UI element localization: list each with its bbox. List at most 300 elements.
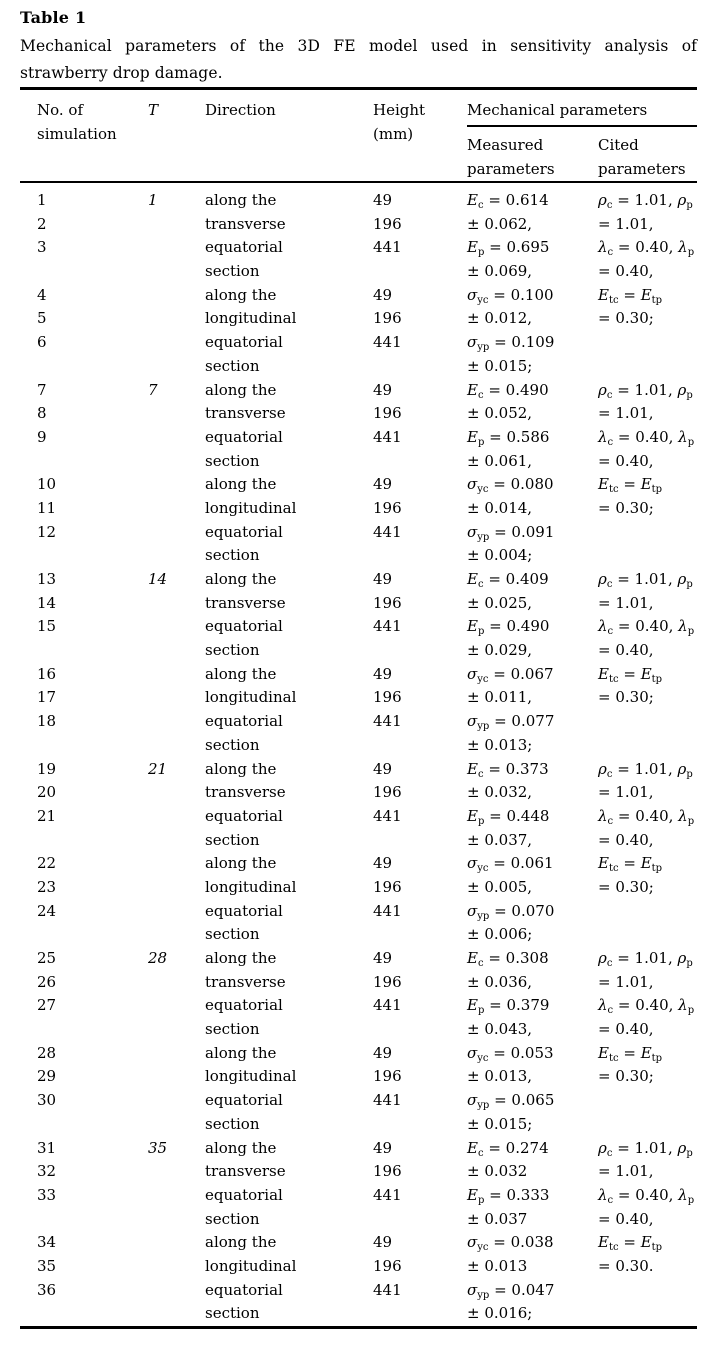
column-header-height-line1: Height xyxy=(373,100,426,119)
cell-t xyxy=(148,497,205,521)
column-header-height xyxy=(373,98,467,181)
math-symbol: E xyxy=(467,380,478,399)
math-symbol: E xyxy=(467,238,478,257)
cell-direction: along the xyxy=(205,664,277,683)
cell-direction: equatorial xyxy=(205,427,283,446)
cell-height: 49 xyxy=(373,664,393,683)
cell-height xyxy=(373,355,467,379)
math-text: = xyxy=(618,664,641,683)
math-text: ± 0.013, xyxy=(467,1067,533,1086)
table-row xyxy=(37,307,697,331)
math-text: = xyxy=(618,475,641,494)
math-subscript: c xyxy=(607,247,614,259)
math-text: = xyxy=(618,1043,641,1062)
table-row xyxy=(37,1255,697,1279)
cell-height xyxy=(373,1302,467,1326)
math-text: = 0.40, xyxy=(598,451,654,470)
cell-simulation-no xyxy=(37,639,148,663)
cell-measured xyxy=(467,544,598,568)
math-subscript: p xyxy=(686,1147,693,1159)
cell-direction: transverse xyxy=(205,214,286,233)
math-symbol: σ xyxy=(467,1280,478,1299)
cell-simulation-no: 18 xyxy=(37,712,57,731)
column-header-no-line1: No. of xyxy=(37,100,84,119)
math-subscript: p xyxy=(477,626,485,638)
math-text: ± 0.006; xyxy=(467,925,533,944)
math-subscript: yp xyxy=(477,531,490,543)
cell-simulation-no: 11 xyxy=(37,498,57,517)
table-row xyxy=(37,710,697,734)
cell-height xyxy=(373,923,467,947)
cell-measured xyxy=(467,971,598,995)
math-subscript: yp xyxy=(477,1100,490,1112)
math-subscript: c xyxy=(606,389,613,401)
math-text: = 0.077 xyxy=(489,712,555,731)
table-row xyxy=(37,805,697,829)
cell-simulation-no xyxy=(37,1113,148,1137)
math-text: ± 0.005, xyxy=(467,877,533,896)
math-text: ± 0.016; xyxy=(467,1304,533,1323)
cell-height: 441 xyxy=(373,712,402,731)
math-text: = 0.274 xyxy=(483,1138,549,1157)
math-subscript: c xyxy=(606,200,613,211)
cell-direction: equatorial xyxy=(205,522,283,541)
cell-height xyxy=(373,544,467,568)
cell-simulation-no: 5 xyxy=(37,309,47,328)
table-row xyxy=(37,1089,697,1113)
cell-cited xyxy=(598,355,697,379)
cell-simulation-no: 1 xyxy=(37,191,47,209)
cell-height: 196 xyxy=(373,688,402,707)
cell-simulation-no: 3 xyxy=(37,238,47,257)
math-text: = 1.01, xyxy=(598,593,654,612)
math-text: = 0.30; xyxy=(598,1067,654,1086)
table-row xyxy=(37,213,697,237)
column-header-no xyxy=(37,98,148,181)
cell-height xyxy=(373,260,467,284)
math-text: = 0.30; xyxy=(598,309,654,328)
math-symbol: λ xyxy=(678,806,688,825)
table-row xyxy=(37,923,697,947)
cell-height: 49 xyxy=(373,949,393,967)
cell-measured xyxy=(467,260,598,284)
math-text: = 0.070 xyxy=(489,901,555,920)
cell-height: 196 xyxy=(373,972,402,991)
cell-t xyxy=(148,307,205,331)
math-subscript: yp xyxy=(477,342,490,354)
table-body xyxy=(20,183,697,1326)
cell-t xyxy=(148,829,205,853)
math-text: = 0.067 xyxy=(488,664,554,683)
math-symbol: E xyxy=(640,1233,652,1252)
math-subscript: p xyxy=(687,1194,695,1206)
math-symbol: σ xyxy=(467,1091,478,1110)
cell-t xyxy=(148,1065,205,1089)
cell-height: 441 xyxy=(373,333,402,352)
cell-t: 21 xyxy=(148,759,168,778)
cell-simulation-no xyxy=(37,544,148,568)
column-header-measured-line1: Measured xyxy=(467,135,544,154)
cell-t xyxy=(148,450,205,474)
math-subscript: tp xyxy=(651,1242,663,1254)
math-symbol: ρ xyxy=(677,191,687,209)
math-symbol: ρ xyxy=(677,1138,687,1157)
math-subscript: c xyxy=(477,200,484,211)
math-symbol: λ xyxy=(678,996,688,1015)
cell-height: 196 xyxy=(373,1162,402,1181)
math-text: ± 0.036, xyxy=(467,972,533,991)
math-text: ± 0.029, xyxy=(467,641,533,660)
table-caption: Mechanical parameters of the 3D FE model used in sensitivity analysis of strawberry drop damage. xyxy=(20,37,697,82)
math-subscript: c xyxy=(607,436,614,448)
column-header-t: T xyxy=(148,100,159,119)
table-row xyxy=(37,994,697,1018)
cell-cited xyxy=(598,734,697,758)
cell-measured xyxy=(467,1255,598,1279)
table-row xyxy=(37,1065,697,1089)
cell-simulation-no: 25 xyxy=(37,949,57,967)
mechanical-subheaders xyxy=(467,133,697,181)
cell-measured xyxy=(467,829,598,853)
math-symbol: E xyxy=(467,570,478,588)
math-subscript: p xyxy=(686,389,693,401)
math-subscript: yc xyxy=(477,673,489,685)
column-header-cited-line1: Cited xyxy=(598,135,639,154)
math-symbol: ρ xyxy=(677,759,687,778)
cell-cited xyxy=(598,544,697,568)
table-row xyxy=(37,379,697,403)
cell-simulation-no: 35 xyxy=(37,1256,57,1275)
math-subscript: p xyxy=(477,436,485,448)
cell-direction: longitudinal xyxy=(205,1256,297,1275)
cell-t: 1 xyxy=(148,191,158,209)
cell-simulation-no: 20 xyxy=(37,783,57,802)
math-text: = xyxy=(618,854,641,873)
cell-simulation-no: 14 xyxy=(37,593,57,612)
math-subscript: yp xyxy=(477,910,490,922)
cell-t xyxy=(148,1208,205,1232)
math-text: = 0.30. xyxy=(598,1256,654,1275)
math-subscript: tp xyxy=(651,294,663,306)
math-text: = 0.409 xyxy=(483,570,549,588)
math-subscript: p xyxy=(477,815,485,827)
table-row xyxy=(37,781,697,805)
cell-measured xyxy=(467,1208,598,1232)
cell-simulation-no: 12 xyxy=(37,522,57,541)
math-symbol: σ xyxy=(467,522,478,541)
table-row xyxy=(37,1018,697,1042)
cell-cited xyxy=(598,639,697,663)
math-text: ± 0.015; xyxy=(467,356,533,375)
math-symbol: E xyxy=(467,1138,478,1157)
cell-cited xyxy=(598,1160,697,1184)
cell-direction: section xyxy=(205,451,260,470)
table-row xyxy=(37,450,697,474)
cell-height: 441 xyxy=(373,1091,402,1110)
math-text: = 1.01, xyxy=(612,380,678,399)
math-symbol: E xyxy=(467,949,478,967)
math-text: ± 0.013; xyxy=(467,735,533,754)
cell-cited xyxy=(598,592,697,616)
cell-simulation-no: 27 xyxy=(37,996,57,1015)
math-text: = 0.080 xyxy=(488,475,554,494)
table-row xyxy=(37,900,697,924)
table-row xyxy=(37,663,697,687)
math-symbol: λ xyxy=(678,617,688,636)
cell-height: 441 xyxy=(373,1185,402,1204)
cell-t xyxy=(148,544,205,568)
math-text: = 0.40, xyxy=(613,996,679,1015)
table-row xyxy=(37,734,697,758)
cell-simulation-no xyxy=(37,829,148,853)
cell-height: 49 xyxy=(373,759,393,778)
table-row xyxy=(37,1160,697,1184)
math-symbol: λ xyxy=(598,617,608,636)
cell-direction: longitudinal xyxy=(205,309,297,328)
cell-direction: longitudinal xyxy=(205,688,297,707)
cell-simulation-no xyxy=(37,1302,148,1326)
table-row xyxy=(37,1113,697,1137)
cell-direction: equatorial xyxy=(205,712,283,731)
math-symbol: σ xyxy=(467,712,478,731)
cell-direction: section xyxy=(205,1209,260,1228)
math-subscript: c xyxy=(477,389,484,401)
math-text: = 0.40, xyxy=(613,806,679,825)
math-symbol: λ xyxy=(678,1185,688,1204)
table-row xyxy=(37,189,697,213)
math-symbol: λ xyxy=(678,238,688,257)
math-subscript: c xyxy=(606,579,613,590)
math-subscript: p xyxy=(687,815,695,827)
cell-height: 49 xyxy=(373,570,393,588)
cell-simulation-no xyxy=(37,1208,148,1232)
math-subscript: p xyxy=(477,1005,485,1017)
cell-simulation-no: 29 xyxy=(37,1067,57,1086)
cell-simulation-no xyxy=(37,260,148,284)
math-text: = 0.379 xyxy=(484,996,550,1015)
table-row xyxy=(37,402,697,426)
math-symbol: E xyxy=(598,664,609,683)
table-header xyxy=(20,90,697,181)
cell-simulation-no: 31 xyxy=(37,1138,57,1157)
cell-height: 196 xyxy=(373,498,402,517)
math-symbol: E xyxy=(467,759,478,778)
cell-direction: along the xyxy=(205,475,277,494)
math-subscript: yc xyxy=(477,1242,489,1254)
math-subscript: yc xyxy=(477,484,489,496)
math-text: = 1.01, xyxy=(612,570,678,588)
cell-simulation-no xyxy=(37,734,148,758)
math-symbol: E xyxy=(467,617,478,636)
math-subscript: yc xyxy=(477,1052,489,1064)
table-row xyxy=(37,497,697,521)
table-bottom-rule xyxy=(20,1326,697,1329)
column-header-direction: Direction xyxy=(205,100,276,119)
table-row xyxy=(37,615,697,639)
cell-height: 49 xyxy=(373,1043,393,1062)
cell-height: 441 xyxy=(373,427,402,446)
cell-cited xyxy=(598,260,697,284)
cell-direction: along the xyxy=(205,285,277,304)
cell-direction: equatorial xyxy=(205,1280,283,1299)
cell-measured xyxy=(467,450,598,474)
math-text: = 0.695 xyxy=(484,238,550,257)
math-text: ± 0.032, xyxy=(467,783,533,802)
table-title: Table 1 xyxy=(20,8,87,27)
math-subscript: tc xyxy=(608,1242,619,1254)
cell-cited xyxy=(598,1065,697,1089)
math-text: = 0.100 xyxy=(488,285,554,304)
math-subscript: p xyxy=(686,579,693,590)
cell-t xyxy=(148,1160,205,1184)
math-symbol: E xyxy=(640,854,652,873)
cell-height: 196 xyxy=(373,214,402,233)
table-row xyxy=(37,1208,697,1232)
cell-t: 14 xyxy=(148,570,168,588)
cell-height xyxy=(373,1208,467,1232)
math-text: = 0.373 xyxy=(483,759,549,778)
math-text: ± 0.014, xyxy=(467,498,533,517)
math-symbol: σ xyxy=(467,1043,478,1062)
math-subscript: c xyxy=(477,958,484,969)
cell-simulation-no: 21 xyxy=(37,806,57,825)
cell-simulation-no: 17 xyxy=(37,688,57,707)
cell-direction: section xyxy=(205,735,260,754)
cell-direction: transverse xyxy=(205,1162,286,1181)
math-symbol: E xyxy=(467,191,478,209)
column-header-mechanical-group xyxy=(467,98,697,181)
cell-simulation-no xyxy=(37,450,148,474)
cell-measured xyxy=(467,1302,598,1326)
cell-height: 49 xyxy=(373,191,393,209)
math-symbol: E xyxy=(467,996,478,1015)
math-text: = 1.01, xyxy=(612,1138,678,1157)
math-symbol: E xyxy=(467,806,478,825)
math-text: = 0.061 xyxy=(488,854,554,873)
cell-simulation-no: 6 xyxy=(37,333,47,352)
cell-direction: equatorial xyxy=(205,806,283,825)
table-row xyxy=(37,426,697,450)
cell-t xyxy=(148,1302,205,1326)
cell-direction: section xyxy=(205,830,260,849)
math-text: = 0.40, xyxy=(613,617,679,636)
cell-direction: equatorial xyxy=(205,238,283,257)
cell-t xyxy=(148,355,205,379)
math-symbol: σ xyxy=(467,285,478,304)
math-text: ± 0.069, xyxy=(467,262,533,281)
cell-direction: equatorial xyxy=(205,1091,283,1110)
math-text: ± 0.025, xyxy=(467,593,533,612)
math-text: = 0.40, xyxy=(613,1185,679,1204)
math-text: = 1.01, xyxy=(598,783,654,802)
table-row xyxy=(37,473,697,497)
cell-t xyxy=(148,781,205,805)
cell-measured xyxy=(467,876,598,900)
math-subscript: c xyxy=(477,768,484,780)
math-symbol: ρ xyxy=(598,949,607,967)
table-row xyxy=(37,260,697,284)
cell-simulation-no: 9 xyxy=(37,427,47,446)
math-symbol: ρ xyxy=(677,380,687,399)
cell-height: 441 xyxy=(373,238,402,257)
cell-t xyxy=(148,923,205,947)
cell-cited xyxy=(598,971,697,995)
cell-t xyxy=(148,402,205,426)
math-subscript: tp xyxy=(651,673,663,685)
table-row xyxy=(37,521,697,545)
cell-direction: section xyxy=(205,1020,260,1039)
cell-height xyxy=(373,639,467,663)
cell-height: 441 xyxy=(373,996,402,1015)
math-subscript: c xyxy=(607,815,614,827)
math-subscript: c xyxy=(606,1147,613,1159)
cell-cited xyxy=(598,450,697,474)
table-row xyxy=(37,1302,697,1326)
math-subscript: tp xyxy=(651,1052,663,1064)
table-row xyxy=(37,592,697,616)
cell-measured xyxy=(467,781,598,805)
cell-cited xyxy=(598,1255,697,1279)
cell-cited xyxy=(598,213,697,237)
math-symbol: σ xyxy=(467,333,478,352)
math-subscript: tp xyxy=(651,484,663,496)
table-row xyxy=(37,947,697,971)
table-row xyxy=(37,236,697,260)
cell-direction: section xyxy=(205,925,260,944)
table-row xyxy=(37,876,697,900)
math-subscript: p xyxy=(687,436,695,448)
table-container xyxy=(20,8,697,1329)
cell-t xyxy=(148,971,205,995)
math-symbol: λ xyxy=(598,427,608,446)
math-text: = 0.065 xyxy=(489,1091,555,1110)
math-text: = 0.30; xyxy=(598,877,654,896)
math-text: = 0.490 xyxy=(483,380,549,399)
math-symbol: E xyxy=(640,475,652,494)
math-symbol: λ xyxy=(678,427,688,446)
cell-measured xyxy=(467,1018,598,1042)
math-text: ± 0.012, xyxy=(467,309,533,328)
table-row xyxy=(37,1137,697,1161)
cell-t xyxy=(148,639,205,663)
math-symbol: σ xyxy=(467,475,478,494)
math-text: ± 0.037 xyxy=(467,1209,528,1228)
math-subscript: c xyxy=(607,1005,614,1017)
math-text: = 0.40, xyxy=(598,262,654,281)
cell-simulation-no: 15 xyxy=(37,617,57,636)
cell-measured xyxy=(467,1113,598,1137)
cell-height: 196 xyxy=(373,1067,402,1086)
math-symbol: σ xyxy=(467,901,478,920)
math-subscript: p xyxy=(686,768,693,780)
cell-cited xyxy=(598,1113,697,1137)
math-subscript: p xyxy=(477,1194,485,1206)
math-text: = 0.614 xyxy=(483,191,549,209)
column-header-measured xyxy=(467,133,598,181)
cell-height: 441 xyxy=(373,522,402,541)
cell-height: 196 xyxy=(373,1256,402,1275)
math-symbol: ρ xyxy=(598,759,607,778)
cell-cited xyxy=(598,781,697,805)
cell-direction: along the xyxy=(205,1138,277,1157)
math-symbol: λ xyxy=(598,1185,608,1204)
cell-measured xyxy=(467,307,598,331)
cell-direction: equatorial xyxy=(205,333,283,352)
cell-t: 28 xyxy=(148,949,168,967)
math-text: ± 0.015; xyxy=(467,1114,533,1133)
cell-t: 35 xyxy=(148,1138,168,1157)
math-symbol: ρ xyxy=(677,570,687,588)
